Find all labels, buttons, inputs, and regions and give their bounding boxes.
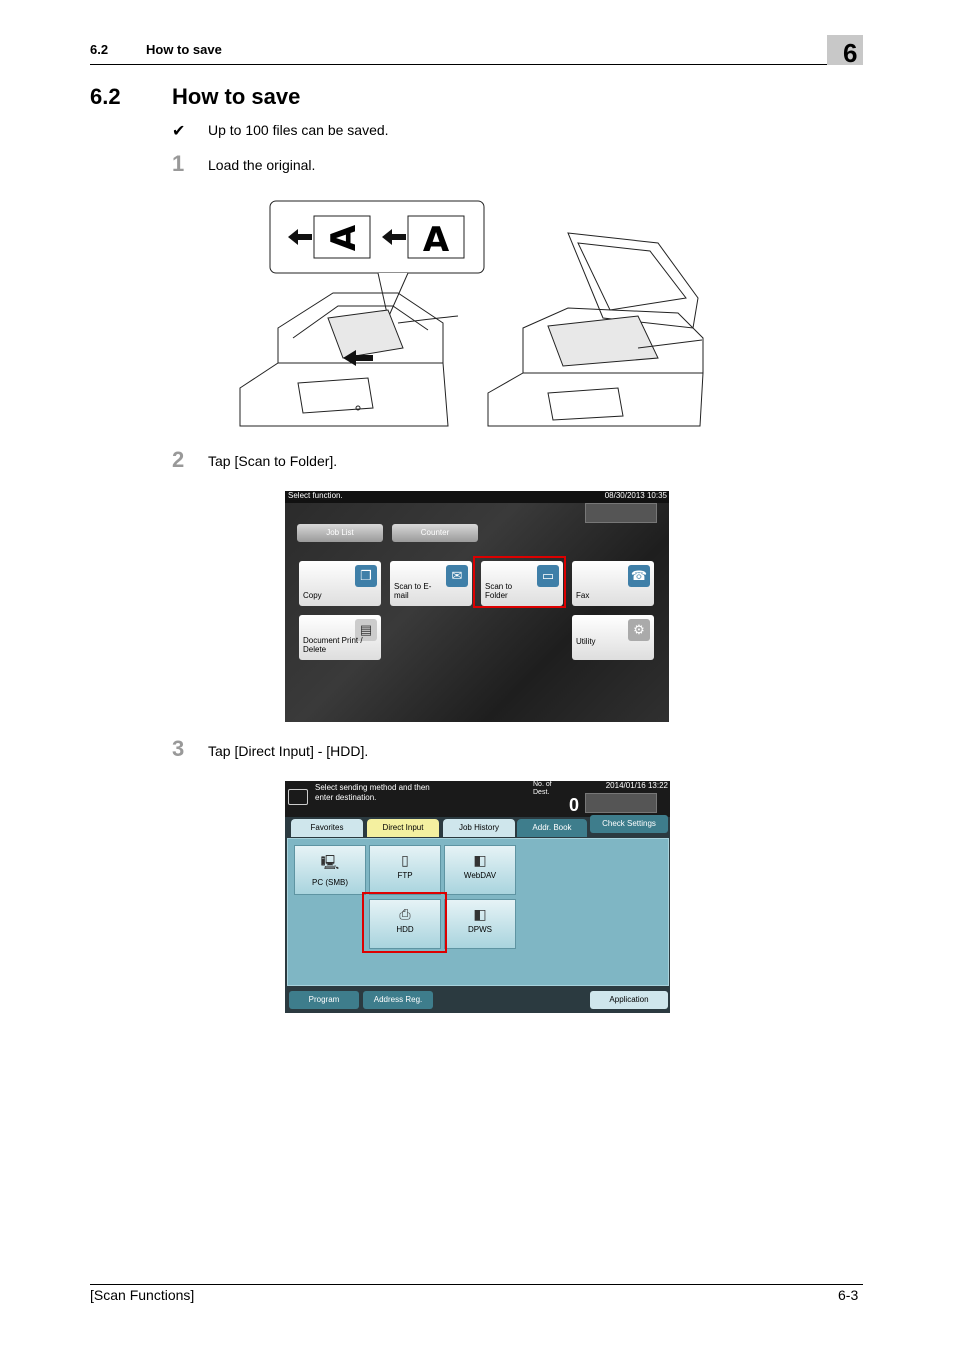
pc-smb-button[interactable] <box>294 845 366 895</box>
footer-rule <box>90 1284 863 1285</box>
check-settings-button[interactable]: Check Settings <box>590 815 668 833</box>
gear-icon: ⚙ <box>628 619 650 641</box>
step-number: 3 <box>172 736 185 761</box>
printer-icon: ⎙ <box>399 906 411 922</box>
folder-icon: ▭ <box>537 565 559 587</box>
computer-icon: 🖳 <box>320 854 340 870</box>
toner-status <box>585 793 657 813</box>
callout-letter-rotated: A <box>324 224 364 252</box>
dpws-button[interactable] <box>444 899 516 949</box>
screen-title: Select function. <box>288 491 343 500</box>
tab-favorites[interactable]: Favorites <box>291 819 363 837</box>
running-header-section-number: 6.2 <box>90 42 109 57</box>
chapter-number: 6 <box>843 38 858 68</box>
destination-count: 0 <box>569 795 580 815</box>
folder-icon <box>288 789 308 805</box>
server-icon: ▯ <box>401 852 409 868</box>
destination-count-label: No. of Dest. <box>533 781 552 796</box>
utility-tile[interactable] <box>572 615 654 660</box>
scan-to-email-tile[interactable] <box>390 561 472 606</box>
running-header-title: How to save <box>146 42 222 57</box>
copy-tile[interactable] <box>299 561 381 606</box>
document-icon: ▤ <box>355 619 377 641</box>
tile-label: Scan to Folder <box>485 582 513 600</box>
dpws-icon: ◧ <box>473 906 487 922</box>
section-title: How to save <box>172 84 301 109</box>
fax-tile[interactable] <box>572 561 654 606</box>
ftp-button[interactable] <box>369 845 441 895</box>
fax-icon: ☎ <box>628 565 650 587</box>
destination-panel <box>287 838 669 986</box>
step-number: 2 <box>172 447 185 472</box>
destination-label: DPWS <box>468 925 492 934</box>
job-list-button[interactable]: Job List <box>297 524 383 542</box>
destination-label: WebDAV <box>463 871 497 880</box>
webdav-button[interactable] <box>444 845 516 895</box>
screen-title-bar <box>285 491 669 503</box>
application-button[interactable]: Application <box>590 991 668 1009</box>
tab-address-book[interactable]: Addr. Book <box>517 819 587 837</box>
section-number: 6.2 <box>90 84 121 109</box>
note-text: Up to 100 files can be saved. <box>208 122 389 138</box>
scan-destination-screen <box>285 781 670 1013</box>
destination-label: HDD <box>396 925 414 934</box>
screen-message: Select sending method and then enter destination. <box>315 783 430 802</box>
tile-label: Document Print / Delete <box>303 636 363 654</box>
screen-datetime: 2014/01/16 13:22 <box>605 781 668 790</box>
step-text: Load the original. <box>208 157 316 173</box>
counter-button[interactable]: Counter <box>392 524 478 542</box>
tile-label: Utility <box>576 637 596 646</box>
copy-icon: ❐ <box>355 565 377 587</box>
email-icon: ✉ <box>446 565 468 587</box>
destination-label: PC (SMB) <box>312 878 348 887</box>
program-button[interactable]: Program <box>289 991 359 1009</box>
highlight-frame <box>362 892 447 953</box>
header-rule <box>90 64 863 65</box>
step-text: Tap [Scan to Folder]. <box>208 453 338 469</box>
callout-letter: A <box>422 220 450 260</box>
tile-label: Copy <box>303 591 322 600</box>
highlight-frame <box>473 556 566 608</box>
webdav-icon: ◧ <box>473 852 487 868</box>
tile-label: Fax <box>576 591 590 600</box>
step-number: 1 <box>172 151 185 176</box>
footer-chapter: [Scan Functions] <box>90 1287 195 1303</box>
document-print-delete-tile[interactable] <box>299 615 381 660</box>
screen-datetime: 08/30/2013 10:35 <box>604 491 667 500</box>
destination-label: FTP <box>397 871 413 880</box>
tile-label: Scan to E-mail <box>394 582 432 600</box>
toner-status <box>585 503 657 523</box>
page-number: 6-3 <box>838 1287 859 1303</box>
tab-job-history[interactable]: Job History <box>443 819 515 837</box>
address-reg-button[interactable]: Address Reg. <box>363 991 433 1009</box>
step-text: Tap [Direct Input] - [HDD]. <box>208 743 369 759</box>
tab-direct-input[interactable]: Direct Input <box>367 819 439 837</box>
load-original-illustration <box>238 198 704 428</box>
checkmark-icon: ✔ <box>172 123 186 140</box>
